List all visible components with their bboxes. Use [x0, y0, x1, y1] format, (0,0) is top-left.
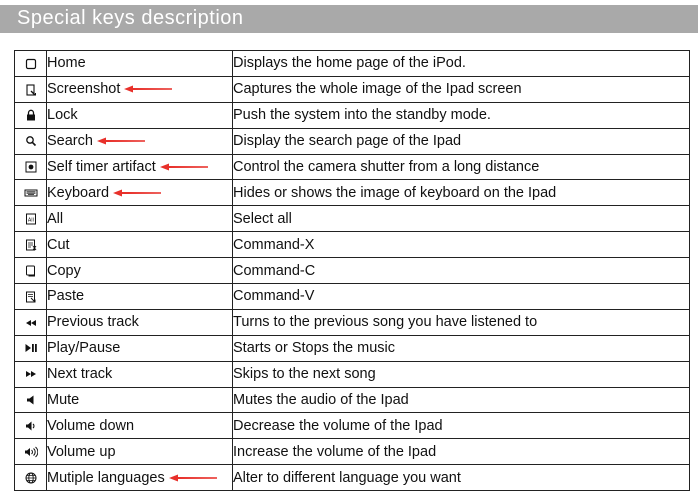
icon-cell [15, 206, 47, 232]
table-row [15, 413, 690, 439]
key-name: Volume up [47, 443, 116, 460]
volume-up-icon [24, 445, 38, 459]
select-all-icon [24, 212, 38, 226]
icon-cell [15, 361, 47, 387]
key-name: Copy [47, 262, 81, 279]
icon-cell [15, 258, 47, 284]
key-name-wrap [47, 133, 145, 149]
paste-icon [24, 290, 38, 304]
key-name-cell [47, 180, 233, 206]
key-description: Skips to the next song [233, 361, 690, 387]
key-description: Starts or Stops the music [233, 335, 690, 361]
mute-icon [24, 393, 38, 407]
key-name-wrap [47, 392, 79, 408]
copy-icon [24, 264, 38, 278]
table-row [15, 309, 690, 335]
key-name: All [47, 210, 64, 227]
table-row [15, 128, 690, 154]
key-name-wrap [47, 237, 70, 253]
key-name-cell [47, 387, 233, 413]
table-row [15, 361, 690, 387]
key-name-cell [47, 258, 233, 284]
table-row [15, 51, 690, 77]
key-name: Search [47, 133, 93, 150]
lock-icon [24, 108, 38, 122]
table-row [15, 465, 690, 491]
key-name-wrap [47, 159, 208, 175]
table-body [15, 51, 690, 491]
key-description: Command-X [233, 232, 690, 258]
table-row [15, 154, 690, 180]
key-name: Home [47, 55, 86, 72]
red-arrow-icon [160, 163, 208, 171]
key-name-cell [47, 465, 233, 491]
red-arrow-icon [97, 137, 145, 145]
key-name-cell [47, 232, 233, 258]
key-description: Push the system into the standby mode. [233, 102, 690, 128]
table-row [15, 387, 690, 413]
key-name-cell [47, 284, 233, 310]
key-name-cell [47, 309, 233, 335]
key-name: Self timer artifact [47, 159, 156, 175]
key-description: Command-V [233, 284, 690, 310]
key-description: Increase the volume of the Ipad [233, 439, 690, 465]
icon-cell [15, 232, 47, 258]
red-arrow-icon [169, 474, 217, 482]
icon-cell [15, 335, 47, 361]
key-name-wrap [47, 55, 86, 71]
red-arrow-icon [113, 189, 161, 197]
icon-cell [15, 309, 47, 335]
key-name-wrap [47, 418, 134, 434]
key-description: Displays the home page of the iPod. [233, 51, 690, 77]
previous-track-icon [24, 316, 38, 330]
key-name-wrap [47, 470, 217, 486]
icon-cell [15, 284, 47, 310]
key-description: Captures the whole image of the Ipad screen [233, 76, 690, 102]
key-name-wrap [47, 366, 112, 382]
key-name: Previous track [47, 314, 139, 331]
next-track-icon [24, 367, 38, 381]
title-bar [0, 5, 698, 33]
key-name: Volume down [47, 417, 135, 434]
key-name-wrap [47, 340, 120, 356]
table-row [15, 232, 690, 258]
key-name-wrap [47, 185, 161, 201]
icon-cell [15, 387, 47, 413]
key-name-wrap [47, 107, 78, 123]
icon-cell [15, 76, 47, 102]
key-name-wrap [47, 314, 139, 330]
table-row [15, 284, 690, 310]
special-keys-table [14, 50, 690, 491]
key-name-cell [47, 361, 233, 387]
key-name-cell [47, 413, 233, 439]
search-icon [24, 134, 38, 148]
key-description: Hides or shows the image of keyboard on the Ipad [233, 180, 690, 206]
key-description: Mutes the audio of the Ipad [233, 387, 690, 413]
camera-icon [24, 160, 38, 174]
key-name: Keyboard [47, 184, 110, 201]
key-description: Command-C [233, 258, 690, 284]
key-name: Mutiple languages [47, 469, 165, 486]
volume-down-icon [24, 419, 38, 433]
table-row [15, 76, 690, 102]
key-name-wrap [47, 288, 84, 304]
key-description: Control the camera shutter from a long distance [233, 154, 690, 180]
key-name: Cut [47, 236, 70, 253]
key-name: Lock [47, 107, 78, 124]
key-name: Paste [47, 288, 85, 305]
screenshot-icon [24, 83, 38, 97]
key-description: Decrease the volume of the Ipad [233, 413, 690, 439]
key-name-cell [47, 51, 233, 77]
key-name-wrap [47, 444, 116, 460]
table-row [15, 258, 690, 284]
key-name-cell [47, 76, 233, 102]
key-name-cell [47, 335, 233, 361]
home-square-icon [24, 57, 38, 71]
key-description: Turns to the previous song you have listened to [233, 309, 690, 335]
table-row [15, 102, 690, 128]
play-pause-icon [24, 341, 38, 355]
key-description: Display the search page of the Ipad [233, 128, 690, 154]
icon-cell [15, 465, 47, 491]
key-name: Play/Pause [47, 340, 121, 357]
key-name: Screenshot [47, 81, 121, 98]
icon-cell [15, 180, 47, 206]
icon-cell [15, 128, 47, 154]
icon-cell [15, 439, 47, 465]
table-row [15, 206, 690, 232]
key-name-wrap [47, 81, 172, 97]
key-name-cell [47, 154, 233, 180]
cut-icon [24, 238, 38, 252]
icon-cell [15, 413, 47, 439]
key-name-wrap [47, 263, 81, 279]
key-name-cell [47, 439, 233, 465]
key-name-cell [47, 102, 233, 128]
page-title: Special keys description [17, 7, 244, 29]
svg-text:All: All [27, 217, 34, 224]
key-name-cell [47, 128, 233, 154]
icon-cell [15, 51, 47, 77]
table-row [15, 180, 690, 206]
icon-cell [15, 154, 47, 180]
red-arrow-icon [124, 85, 172, 93]
key-name-wrap [47, 211, 63, 227]
globe-icon [24, 471, 38, 485]
key-description: Select all [233, 206, 690, 232]
key-description: Alter to different language you want [233, 465, 690, 491]
table-row [15, 439, 690, 465]
key-name: Next track [47, 366, 113, 383]
icon-cell [15, 102, 47, 128]
table-row [15, 335, 690, 361]
keyboard-icon [24, 186, 38, 200]
key-name: Mute [47, 392, 80, 409]
key-name-cell [47, 206, 233, 232]
